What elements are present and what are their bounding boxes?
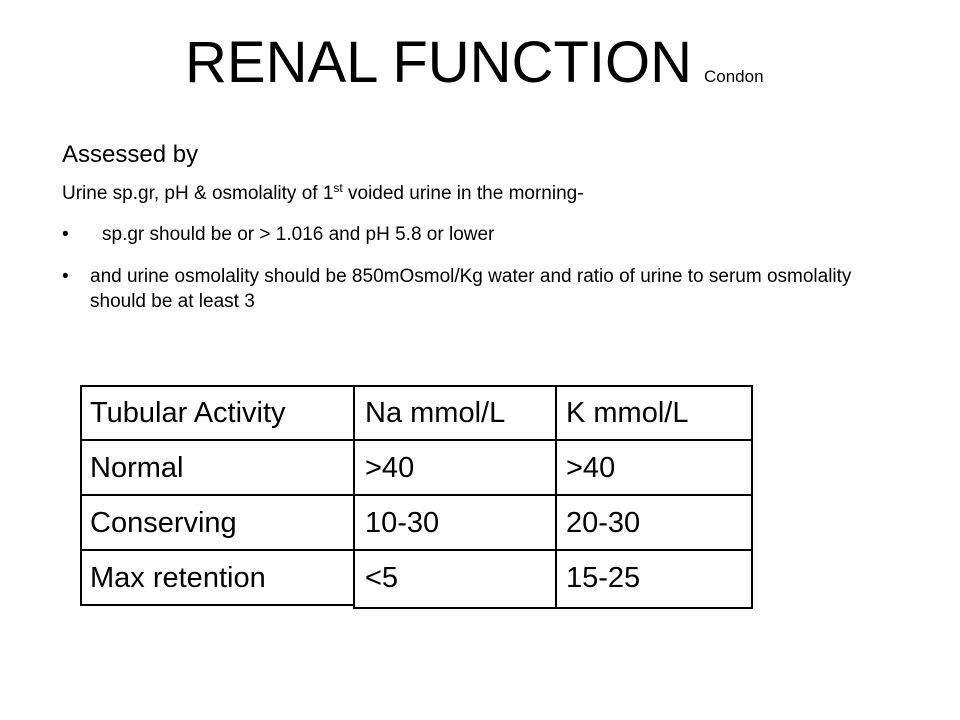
table-cell-k: 20-30	[566, 507, 641, 539]
bullet-dot: •	[62, 266, 69, 287]
table-row-divider	[80, 549, 753, 551]
slide-title	[185, 30, 764, 95]
tubular-activity-table	[80, 385, 753, 609]
table-cell-na: <5	[365, 562, 399, 594]
table-cell-na: >40	[365, 452, 415, 484]
bullet-text: and urine osmolality should be 850mOsmol/Kg water and ratio of urine to serum osmolality should be at least 3	[90, 266, 852, 312]
table-header-na: Na mmol/L	[365, 397, 506, 429]
bullet-dot: •	[62, 224, 69, 245]
table-col-divider	[555, 385, 557, 609]
table-row-divider	[80, 494, 753, 496]
table-cell-k: >40	[566, 452, 616, 484]
table-cell-activity: Normal	[90, 452, 184, 484]
intro-superscript: st	[333, 181, 343, 195]
table-header-k: K mmol/L	[566, 397, 689, 429]
table-cell-activity: Conserving	[90, 507, 237, 539]
bullet-item	[62, 222, 862, 248]
bullet-text: sp.gr should be or > 1.016 and pH 5.8 or lower	[102, 224, 495, 245]
intro-prefix: Urine sp.gr, pH & osmolality of 1	[62, 183, 334, 204]
table-cell-na: 10-30	[365, 507, 440, 539]
assessed-by-heading: Assessed by	[62, 141, 199, 168]
table-cell-activity: Max retention	[90, 562, 266, 594]
table-row-divider	[80, 439, 753, 441]
title-author: Condon	[704, 67, 764, 86]
table-cell-k: 15-25	[566, 562, 641, 594]
intro-suffix: voided urine in the morning-	[342, 183, 584, 204]
intro-line	[62, 183, 584, 205]
bullet-item	[62, 264, 882, 316]
title-main: RENAL FUNCTION	[185, 30, 692, 95]
table-header-tubular-activity: Tubular Activity	[90, 397, 286, 429]
